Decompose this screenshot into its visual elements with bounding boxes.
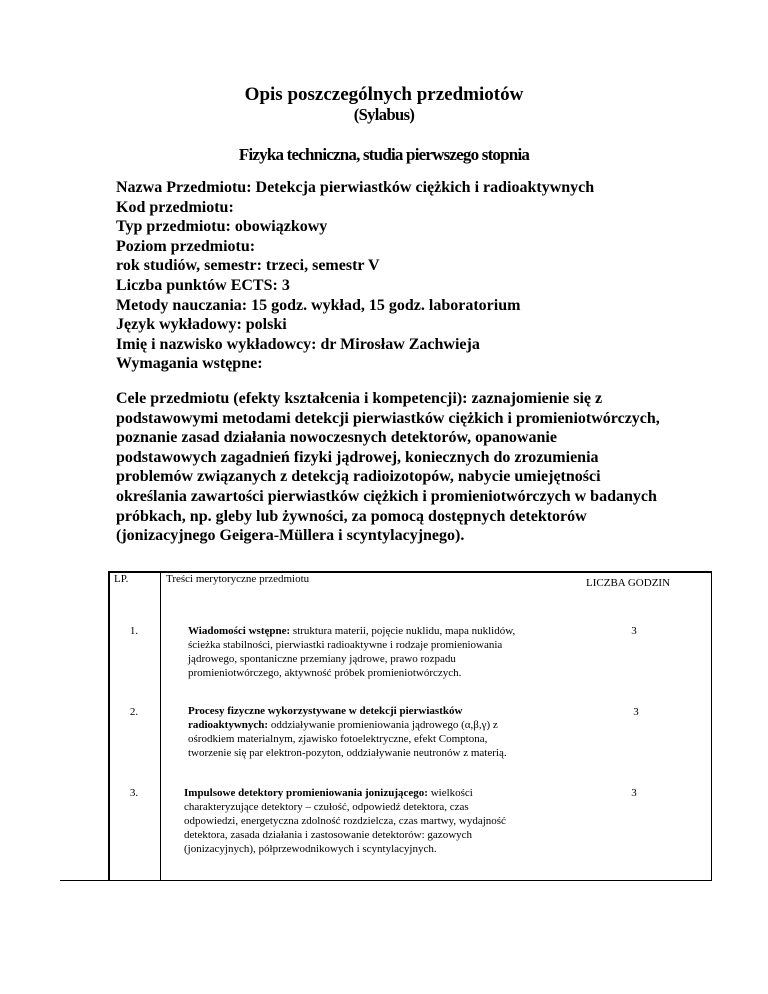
info-year-semester: rok studiów, semestr: trzeci, semestr V: [116, 257, 380, 275]
goals-line: podstawowych zagadnień fizyki jądrowej, koniecznych do zrozumienia: [116, 448, 599, 466]
row-2-heading-cont: radioaktywnych:: [188, 719, 269, 731]
info-lecturer: Imię i nazwisko wykładowcy: dr Mirosław Zachwieja: [116, 335, 480, 353]
row-1-heading: Wiadomości wstępne:: [188, 625, 291, 637]
document-subtitle: (Sylabus): [353, 105, 415, 124]
row-3-line: odpowiedzi, energetyczna zdolność rozdzielcza, czas martwy, wydajność: [184, 815, 506, 827]
row-2-lp: 2.: [129, 706, 139, 718]
info-prerequisites: Wymagania wstępne:: [116, 355, 263, 373]
document-title: Opis poszczególnych przedmiotów: [244, 84, 524, 105]
row-2-text: oddziaływanie promieniowania jądrowego (α,β,γ) z: [268, 719, 498, 731]
goals-line: Cele przedmiotu (efekty kształcenia i kompetencji): zaznajomienie się z: [116, 390, 603, 407]
row-1-line: ścieżka stabilności, pierwiastki radioaktywne i rodzaje promieniowania: [188, 639, 503, 651]
row-2-line: ośrodkiem materialnym, zjawisko fotoelektryczne, efekt Comptona,: [188, 733, 488, 745]
row-3-hours: 3: [631, 787, 637, 799]
goals-line: (jonizacyjnego Geigera-Müllera i scyntylacyjnego).: [116, 527, 465, 545]
info-teaching-methods: Metody nauczania: 15 godz. wykład, 15 godz. laboratorium: [116, 296, 521, 314]
row-2-line: [188, 718, 507, 732]
course-goals: [116, 389, 716, 546]
header-lp: LP.: [114, 573, 129, 585]
study-program: Fizyka techniczna, studia pierwszego stopnia: [238, 145, 530, 164]
row-3-heading: Impulsowe detektory promieniowania jonizującego:: [184, 787, 428, 799]
row-2-hours: 3: [633, 706, 639, 718]
row-3-line: [184, 786, 506, 800]
row-1-content: [188, 624, 515, 680]
info-course-code: Kod przedmiotu:: [116, 198, 234, 216]
row-1-hours: 3: [631, 625, 637, 637]
goals-line: podstawowymi metodami detekcji pierwiastków ciężkich i promieniotwórczych,: [116, 409, 660, 427]
info-course-level: Poziom przedmiotu:: [116, 237, 256, 255]
info-course-name: Nazwa Przedmiotu: Detekcja pierwiastków ciężkich i radioaktywnych: [116, 179, 595, 196]
row-1-line: [188, 624, 515, 638]
course-info: [116, 178, 594, 374]
table-right-border: [711, 571, 712, 881]
table-left-border: [108, 571, 110, 881]
row-1-line: promieniotwórczego, aktywność próbek promieniotwórczych.: [188, 667, 462, 679]
row-1-text: struktura materii, pojęcie nuklidu, mapa nuklidów,: [290, 625, 516, 637]
header-content: Treści merytoryczne przedmiotu: [166, 573, 310, 585]
info-language: Język wykładowy: polski: [116, 316, 287, 334]
row-1-lp: 1.: [129, 625, 139, 637]
goals-line: próbkach, np. gleby lub żywności, za pomocą dostępnych detektorów: [116, 507, 587, 525]
row-2-line: tworzenie się par elektron-pozyton, oddziaływanie neutronów z materią.: [188, 747, 507, 759]
goals-line: określania zawartości pierwiastków ciężkich i promieniotwórczych w badanych: [116, 487, 657, 505]
row-3-line: detektora, zasada działania i zastosowanie detektorów: gazowych: [184, 829, 473, 841]
row-3-content: [184, 786, 506, 856]
row-2-content: [188, 704, 507, 760]
row-2-heading-text: Procesy fizyczne wykorzystywane w detekcji pierwiastków: [188, 705, 463, 717]
row-3-line: charakteryzujące detektory – czułość, odpowiedź detektora, czas: [184, 801, 469, 813]
goals-line: poznanie zasad działania nowoczesnych detektorów, opanowanie: [116, 429, 557, 447]
goals-line: problemów związanych z detekcją radioizotopów, nabycie umiejętności: [116, 468, 601, 486]
row-3-line: (jonizacyjnych), półprzewodnikowych i scyntylacyjnych.: [184, 843, 437, 855]
row-3-text: wielkości: [427, 787, 473, 799]
info-course-type: Typ przedmiotu: obowiązkowy: [116, 218, 328, 236]
table-bottom-border: [60, 880, 712, 881]
header-hours: LICZBA GODZIN: [586, 577, 671, 589]
row-2-heading: [188, 704, 507, 718]
table-column-divider: [160, 571, 161, 881]
row-3-lp: 3.: [129, 787, 139, 799]
row-1-line: jądrowego, spontaniczne przemiany jądrowe, prawo rozpadu: [188, 653, 456, 665]
info-ects: Liczba punktów ECTS: 3: [116, 276, 290, 294]
